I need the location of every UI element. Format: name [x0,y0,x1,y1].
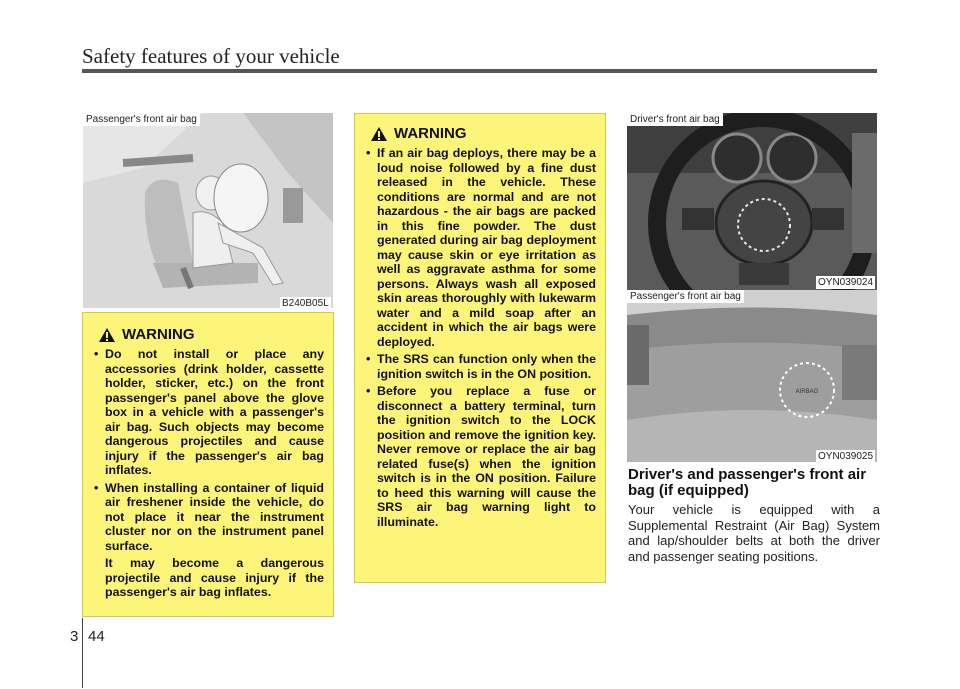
warning-item: • When installing a container of liquid air freshener inside the vehicle, do not place it near the instrument cluster nor on the instrument panel surface. [92,481,324,554]
page-number-divider [82,618,83,688]
warning-box [82,312,334,617]
header-rule [82,69,877,73]
figure-code: OYN039024 [818,277,874,288]
warning-title: WARNING [394,124,467,142]
warning-item: • If an air bag deploys, there may be a loud noise followed by a fine dust released in the vehicle. These conditions are normal and are not hazardous - the air bags are packed in this fine powder. The dust generated during air bag deployment may cause skin or eye irritation as well as aggravate asthma for some persons. Always wash all exposed skin areas thoroughly with lukewarm water and a mild soap after an accident in which the air bags were deployed. [364,146,596,349]
section-heading: Driver's and passenger's front air bag (if equipped) [628,466,867,499]
passenger-airbag-photo [627,290,877,462]
warning-triangle-icon [370,126,388,142]
driver-airbag-photo [627,113,877,290]
airbag-label: AIRBAG [795,389,819,395]
page-number-value: 44 [88,628,105,645]
warning-item: • The SRS can function only when the ignition switch is in the ON position. [364,352,596,381]
figure-caption: Driver's front air bag [627,113,723,126]
warning-item: • Before you replace a fuse or disconnect a battery terminal, turn the ignition switch to the LOCK position and remove the ignition key. Never remove or replace the air bag related fuse(s) when the ignition switch is in the ON position. Failure to heed this warning will cause the SRS air bag warning light to illuminate. [364,384,596,529]
warning-title: WARNING [122,325,195,343]
figure-caption: Passenger's front air bag [627,290,744,303]
warning-triangle-icon [98,327,116,343]
page-header-title: Safety features of your vehicle [82,44,340,68]
section-body: Your vehicle is equipped with a Supplemental Restraint (Air Bag) System and lap/shoulder belts at both the driver and passenger seating positions. [628,502,880,564]
warning-item: • Do not install or place any accessories (drink holder, cassette holder, sticker, etc.) on the front passenger's panel above the glove box in a vehicle with a passenger's air bag. Such objects may become dangerous projectiles and cause injury if the passenger's air bag inflates. [92,347,324,478]
warning-box [354,113,606,583]
figure-code: B240B05L [282,298,329,309]
figure-code: OYN039025 [818,451,874,462]
warning-extra-text: It may become a dangerous projectile and cause injury if the passenger's air bag inflates. [105,556,324,599]
chapter-number: 3 [70,628,79,645]
figure-caption: Passenger's front air bag [83,113,200,126]
passenger-airbag-illustration [83,113,333,308]
